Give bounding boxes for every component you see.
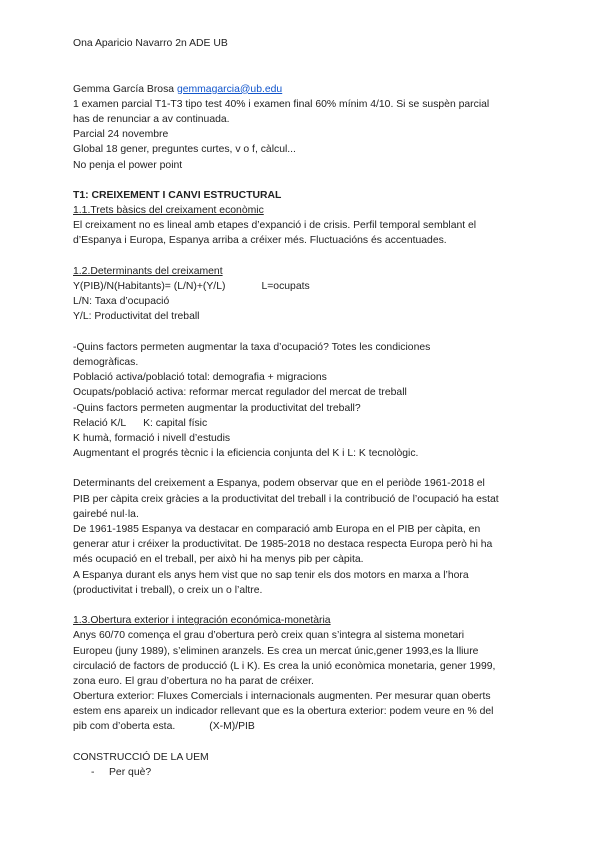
formula-note: L=ocupats xyxy=(261,281,310,293)
spacer xyxy=(73,51,523,81)
paragraph-line: Anys 60/70 comença el grau d’obertura però creix quan s’integra al sistema monetari xyxy=(73,630,465,642)
heading-1-2: 1.2.Determinants del creixament xyxy=(73,265,223,277)
spacer xyxy=(73,325,523,340)
paragraph-line: més ocupació en el treball, per això hi ha menys pib per càpita. xyxy=(73,554,364,566)
document-page xyxy=(73,36,523,780)
teacher-email-link[interactable]: gemmagarcia@ub.edu xyxy=(176,83,283,95)
paragraph-line: De 1961-1985 Espanya va destacar en comparació amb Europa en el PIB per càpita, en xyxy=(73,524,481,536)
paragraph-line: PIB per càpita creix gràcies a la productivitat del treball i la contribució de l’ocupació ha estat xyxy=(73,493,499,505)
list-item-text: Per què? xyxy=(109,767,152,779)
paragraph-line: circulació de factors de producció (L i K). Es crea la unió econòmica monetaria, gener 1999, xyxy=(73,660,496,672)
info-line: 1 examen parcial T1-T3 tipo test 40% i examen final 60% mínim 4/10. Si se suspèn parcial xyxy=(73,98,490,110)
heading-uem: CONSTRUCCIÓ DE LA UEM xyxy=(73,751,209,763)
paragraph-line: A Espanya durant els anys hem vist que no sap tenir els dos motors en marxa a l’hora xyxy=(73,569,469,581)
spacer xyxy=(73,735,523,750)
paragraph-line: (productivitat i treball), o creix un o l’altre. xyxy=(73,584,263,596)
paragraph-line: gairebé nul·la. xyxy=(73,508,139,520)
paragraph-line: estem ens apareix un indicador rellevant que es la obertura exterior: podem veure en % del xyxy=(73,706,494,718)
paragraph-line: Ocupats/població activa: reformar mercat regulador del mercat de treball xyxy=(73,387,407,399)
paragraph-line: zona euro. El grau d’obertura no ha parat de créixer. xyxy=(73,675,314,687)
paragraph-line: Població activa/població total: demografia + migracions xyxy=(73,372,327,384)
spacer xyxy=(73,598,523,613)
info-line: Parcial 24 novembre xyxy=(73,129,169,141)
heading-1-3: 1.3.Obertura exterior i integración económica-monetària xyxy=(73,615,331,627)
paragraph-line: Relació K/L K: capital físic xyxy=(73,417,208,429)
list-item xyxy=(73,765,523,780)
info-line: Global 18 gener, preguntes curtes, v o f, càlcul... xyxy=(73,144,296,156)
bullet-dash: - xyxy=(91,767,95,779)
paragraph-line: -Quins factors permeten augmentar la productivitat del treball? xyxy=(73,402,361,414)
info-line: has de renunciar a av continuada. xyxy=(73,113,230,125)
info-line: No penja el power point xyxy=(73,159,183,171)
paragraph-text: pib com d’oberta esta. xyxy=(73,721,176,733)
paragraph-line: Europeu (juny 1989), s’eliminen aranzels. Es crea un mercat únic,gener 1993,es la lliure xyxy=(73,645,479,657)
paragraph-line xyxy=(73,719,523,734)
paragraph-line: Determinants del creixement a Espanya, podem observar que en el periòde 1961-2018 el xyxy=(73,478,485,490)
definition-line: Y/L: Productivitat del treball xyxy=(73,311,200,323)
paragraph-line: generar atur i créixer la productivitat. De 1985-2018 no destaca respecta Europa però hi ha xyxy=(73,539,493,551)
formula: (X-M)/PIB xyxy=(209,721,255,733)
spacer xyxy=(73,173,523,188)
paragraph-line: demogràficas. xyxy=(73,356,139,368)
section-title-t1: T1: CREIXEMENT I CANVI ESTRUCTURAL xyxy=(73,189,282,201)
teacher-line xyxy=(73,82,523,97)
teacher-name: Gemma García Brosa xyxy=(73,83,177,95)
paragraph-line: El creixament no es lineal amb etapes d’expanció i de crisis. Perfil temporal semblant el xyxy=(73,220,477,232)
formula-line xyxy=(73,279,523,294)
definition-line: L/N: Taxa d’ocupació xyxy=(73,296,170,308)
formula: Y(PIB)/N(Habitants)= (L/N)+(Y/L) xyxy=(73,281,226,293)
paragraph-line: Augmentant el progrés tècnic i la eficiencia conjunta del K i L: K tecnològic. xyxy=(73,448,419,460)
spacer xyxy=(73,461,523,476)
paragraph-line: -Quins factors permeten augmentar la taxa d’ocupació? Totes les condiciones xyxy=(73,341,431,353)
paragraph-line: d’Espanya i Europa, Espanya arriba a créixer més. Fluctuacións és accentuades. xyxy=(73,235,447,247)
heading-1-1: 1.1.Trets bàsics del creixament econòmic xyxy=(73,205,264,217)
paragraph-line: Obertura exterior: Fluxes Comercials i internacionals augmenten. Per mesurar quan oberts xyxy=(73,691,491,703)
paragraph-line: K humà, formació i nivell d’estudis xyxy=(73,432,231,444)
spacer xyxy=(73,249,523,264)
author-line: Ona Aparicio Navarro 2n ADE UB xyxy=(73,38,228,49)
